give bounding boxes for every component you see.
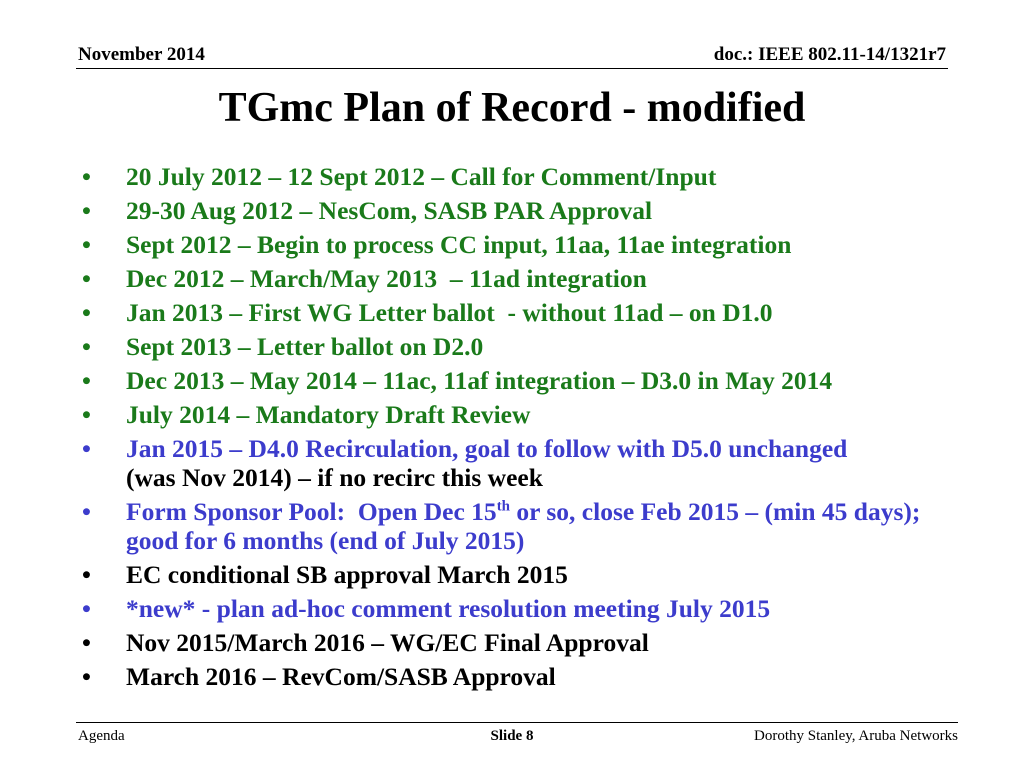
- slide-title: TGmc Plan of Record - modified: [218, 85, 806, 131]
- bullet-item: [80, 400, 960, 429]
- bullet-dot-icon: •: [82, 400, 91, 429]
- bullet-text: Nov 2015/March 2016 – WG/EC Final Approval: [126, 628, 649, 657]
- bullet-dot-icon: •: [82, 196, 91, 225]
- bullet-item: [80, 434, 960, 492]
- bullet-item: [80, 196, 960, 225]
- slide-number: Slide 8: [490, 728, 534, 744]
- header-doc-id: doc.: IEEE 802.11-14/1321r7: [713, 44, 946, 65]
- bullet-dot-icon: •: [82, 332, 91, 361]
- bullet-text: Dec 2012 – March/May 2013 – 11ad integration: [126, 264, 647, 293]
- bullet-text: March 2016 – RevCom/SASB Approval: [126, 662, 556, 691]
- bullet-dot-icon: •: [82, 594, 91, 623]
- bullet-item: [80, 560, 960, 589]
- bullet-dot-icon: •: [82, 366, 91, 395]
- bullet-text: EC conditional SB approval March 2015: [126, 560, 568, 589]
- bullet-text-rest: or so, close Feb 2015 – (min 45 days); good for 6 months (end of July 2015): [126, 497, 921, 555]
- bullet-item: [80, 162, 960, 191]
- bullet-item: [80, 332, 960, 361]
- bullet-item: [80, 628, 960, 657]
- bullet-item: [80, 366, 960, 395]
- bullet-dot-icon: •: [82, 560, 91, 589]
- bullet-dot-icon: •: [82, 434, 91, 463]
- bullet-item: [80, 662, 960, 691]
- header-divider: [76, 68, 948, 69]
- bullet-item: [80, 497, 960, 555]
- bullet-item: [80, 264, 960, 293]
- bullet-dot-icon: •: [82, 264, 91, 293]
- bullet-text: Jan 2013 – First WG Letter ballot - without 11ad – on D1.0: [126, 298, 773, 327]
- footer-author: Dorothy Stanley, Aruba Networks: [754, 728, 958, 744]
- bullet-text: Dec 2013 – May 2014 – 11ac, 11af integration – D3.0 in May 2014: [126, 366, 833, 395]
- bullet-dot-icon: •: [82, 662, 91, 691]
- bullet-dot-icon: •: [82, 628, 91, 657]
- bullet-text-continuation: (was Nov 2014) – if no recirc this week: [126, 463, 543, 492]
- bullet-text: Sept 2013 – Letter ballot on D2.0: [126, 332, 484, 361]
- header-date: November 2014: [78, 44, 205, 65]
- bullet-dot-icon: •: [82, 497, 91, 526]
- bullet-item: [80, 298, 960, 327]
- bullet-list: [80, 162, 960, 696]
- bullet-item: [80, 594, 960, 623]
- footer-divider: [76, 722, 958, 723]
- bullet-text: Form Sponsor Pool: Open Dec 15: [126, 497, 497, 526]
- bullet-text: July 2014 – Mandatory Draft Review: [126, 400, 531, 429]
- bullet-dot-icon: •: [82, 230, 91, 259]
- bullet-superscript: th: [496, 498, 511, 515]
- bullet-dot-icon: •: [82, 162, 91, 191]
- bullet-text: Jan 2015 – D4.0 Recirculation, goal to follow with D5.0 unchanged: [126, 434, 848, 463]
- footer-section: Agenda: [78, 728, 125, 744]
- bullet-text: Sept 2012 – Begin to process CC input, 11aa, 11ae integration: [126, 230, 792, 259]
- bullet-text: 29-30 Aug 2012 – NesCom, SASB PAR Approval: [126, 196, 653, 225]
- bullet-dot-icon: •: [82, 298, 91, 327]
- bullet-text: *new* - plan ad-hoc comment resolution meeting July 2015: [126, 594, 771, 623]
- bullet-item: [80, 230, 960, 259]
- bullet-text: 20 July 2012 – 12 Sept 2012 – Call for Comment/Input: [126, 162, 717, 191]
